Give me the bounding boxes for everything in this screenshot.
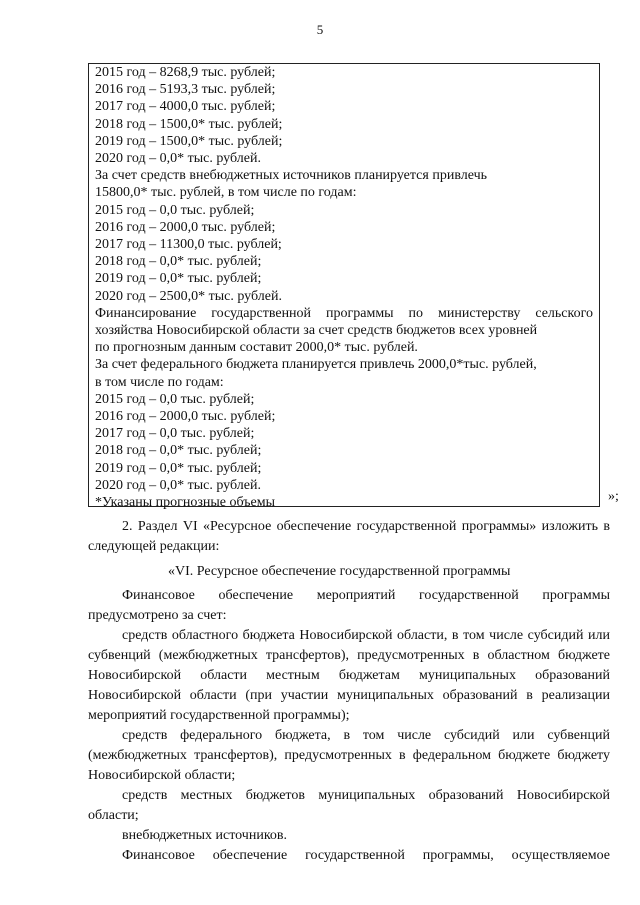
local-funds-paragraph: средств местных бюджетов муниципальных образований Новосибирской области; — [88, 788, 610, 823]
funding-line: 2017 год – 11300,0 тыс. рублей; — [95, 237, 282, 253]
extra-budget-paragraph: внебюджетных источников. — [122, 828, 288, 843]
section-change-paragraph: 2. Раздел VI «Ресурсное обеспечение государственной программы» изложить в следующей редакции: — [88, 519, 610, 554]
funding-line: Финансирование государственной программы по министерству сельского — [95, 305, 593, 321]
funding-line: в том числе по годам: — [95, 374, 224, 390]
funding-line: по прогнозным данным составит 2000,0* тыс. рублей. — [95, 340, 418, 356]
funding-line: 2015 год – 0,0 тыс. рублей; — [95, 391, 255, 407]
funding-line: 2016 год – 2000,0 тыс. рублей; — [95, 409, 276, 425]
funding-line: 2016 год – 5193,3 тыс. рублей; — [95, 82, 276, 98]
funding-line: 2017 год – 0,0 тыс. рублей; — [95, 426, 255, 442]
funding-line: 2020 год – 0,0* тыс. рублей. — [95, 151, 261, 167]
regional-funds-paragraph: средств областного бюджета Новосибирской области, в том числе субсидий или субвенций (межбюджетных трансфертов), предусмотренных в областном бюджете Новосибирской области местным бюджетам муниципальных образований Новосибирской области (при участии муниципальных образований в реализации мероприятий государственной программы); — [88, 628, 610, 723]
funding-table-cell — [88, 63, 600, 511]
funding-line: 2018 год – 1500,0* тыс. рублей; — [95, 116, 283, 132]
funding-line: 2017 год – 4000,0 тыс. рублей; — [95, 99, 276, 115]
funding-line: 2018 год – 0,0* тыс. рублей; — [95, 443, 262, 459]
federal-funds-paragraph: средств федерального бюджета, в том числе субсидий или субвенций (межбюджетных трансфертов), предусмотренных в федеральном бюджете бюджету Новосибирской области; — [88, 728, 610, 783]
page-number: 5 — [316, 22, 324, 37]
last-line-paragraph: Финансовое обеспечение государственной программы, осуществляемое — [122, 848, 610, 863]
funding-line: 2019 год – 1500,0* тыс. рублей; — [95, 133, 283, 149]
document-body — [88, 517, 610, 866]
funding-line: 2020 год – 0,0* тыс. рублей. — [95, 477, 261, 493]
footnote: *Указаны прогнозные объемы — [95, 495, 275, 511]
funding-line: 15800,0* тыс. рублей, в том числе по годам: — [95, 185, 357, 201]
funding-line: 2015 год – 8268,9 тыс. рублей; — [95, 65, 276, 80]
funding-line: 2019 год – 0,0* тыс. рублей; — [95, 460, 262, 476]
section-heading: «VI. Ресурсное обеспечение государственной программы — [168, 564, 511, 579]
funding-line: За счет федерального бюджета планируется привлечь 2000,0*тыс. рублей, — [95, 357, 537, 373]
funding-line: 2020 год – 2500,0* тыс. рублей. — [95, 288, 282, 304]
closing-quote: »; — [608, 489, 619, 504]
funding-line: За счет средств внебюджетных источников планируется привлечь — [95, 168, 488, 184]
funding-line: 2018 год – 0,0* тыс. рублей; — [95, 254, 262, 270]
funding-line: 2019 год – 0,0* тыс. рублей; — [95, 271, 262, 287]
funding-line: 2016 год – 2000,0 тыс. рублей; — [95, 219, 276, 235]
funding-line: хозяйства Новосибирской области за счет средств бюджетов всех уровней — [95, 323, 538, 339]
financing-intro-paragraph: Финансовое обеспечение мероприятий государственной программы предусмотрено за счет: — [88, 588, 610, 623]
funding-line: 2015 год – 0,0 тыс. рублей; — [95, 202, 255, 218]
